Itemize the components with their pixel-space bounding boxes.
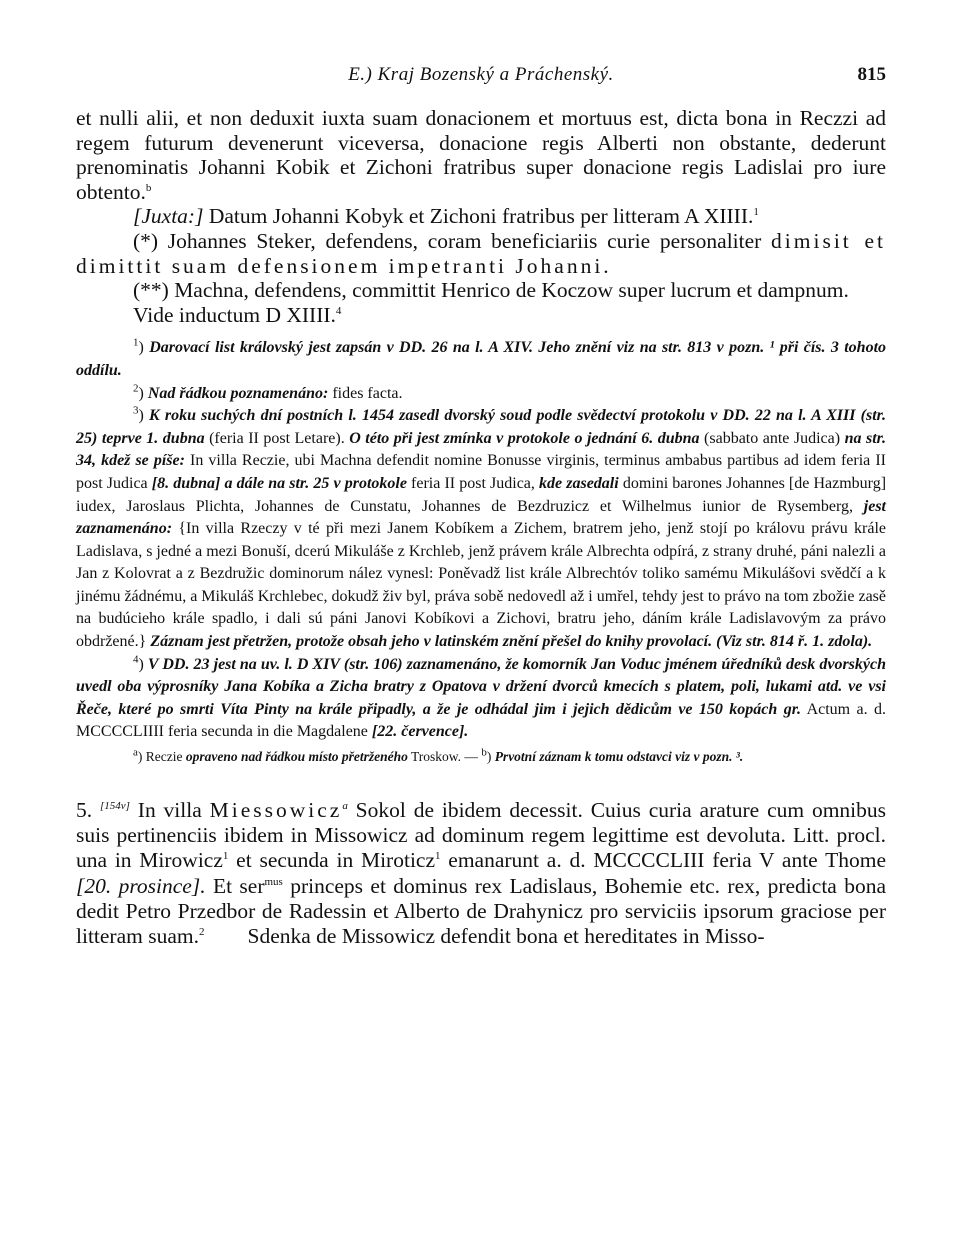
juxta-label: [Juxta:] (133, 204, 204, 229)
section-5-sup-mus: mus (264, 875, 283, 888)
textual-note-b-text: Prvotní záznam k tomu odstavci viz v pozn. ³. (491, 749, 744, 765)
paragraph-3-spaced: dimisit et dimittit suam defensionem impetranti Johanni. (76, 228, 886, 278)
footnote-2-number: 2 (133, 382, 139, 395)
footnote-3-part-g: [8. dubna] a dále na str. 25 v protokole (151, 474, 407, 492)
footnote-ref-4: 4 (335, 304, 342, 317)
footnote-4: $^4$) V DD. 23 jest na uv. l. D XIV (str. 106) zaznamenáno, že komorník Jan Voduc jménem úředníků desk dvorských uvedl oba výprosníky Jana Kobíka a Zicha bratry z Opatova v držení dvorců kmecích s platem, poli, lukami atd. ve vsi Řeče, které po smrti Víta Pinty na krále připadly, a že je odhádal jim i jejich dědicům ve 150 kopách gr. Actum a. d. MCCCCLIIII feria secunda in die Magdalene [22. července]. (76, 653, 887, 741)
main-text (76, 106, 886, 327)
section-5-ref-2: 2 (199, 925, 205, 938)
paragraph-2 (76, 204, 886, 229)
village-name: Miessowicz (209, 798, 343, 823)
footnote-3-part-i: kde zasedali (539, 474, 619, 492)
village-note-ref: a (342, 799, 348, 812)
section-5-part-f: princeps et dominus rex Ladislaus, Bohemie etc. rex, predicta bona dedit Petro Przedbor de Radessin et Alberto de Drahynicz pro serviciis ipsorum graciose per litteram suam. (76, 873, 886, 949)
running-header (76, 58, 886, 92)
textual-note-a-part-a: Reczie (142, 749, 186, 765)
footnotes (76, 337, 886, 744)
paragraph-3-text: (*) Johannes Steker, defendens, coram beneficiariis curie personaliter (133, 228, 772, 253)
footnote-3-part-d: (sabbato ante Judica) (699, 429, 845, 447)
paragraph-2-text: Datum Johanni Kobyk et Zichoni fratribus per litteram A XIIII. (203, 204, 754, 229)
footnote-2: $^2$) Nad řádkou poznamenáno: fides facta. (133, 382, 403, 402)
running-title: E.) Kraj Bozenský a Práchenský. (348, 64, 614, 85)
section-5-part-a: In villa (129, 798, 210, 823)
folio-reference: [154v] (99, 799, 130, 812)
page-number: 815 (857, 64, 886, 85)
footnote-3-part-b: (feria II post Letare). (204, 429, 350, 447)
paragraph-1-text: et nulli alii, et non deduxit iuxta suam donacionem et mortuus est, dicta bona in Reczzi ad regem futurum devenerunt viceversa, donacione regis Alberti non obstante, dederunt prenominatis Johanni Kobik et Zichoni fratribus super donacione regis Ladislai pro iure obtento. (76, 106, 886, 204)
textual-note-a-part-c: Troskow. — (407, 749, 482, 765)
footnote-2-text: fides facta. (328, 384, 403, 402)
section-5-date: [20. prosince]. (76, 873, 206, 898)
footnote-1: $^1$) Darovací list královský jest zapsán v DD. 26 na l. A XIV. Jeho znění viz na str. 813 v pozn. ¹ při čís. 3 tohoto oddílu. (76, 337, 887, 379)
footnote-1-text: Darovací list královský jest zapsán v DD. 26 na l. A XIV. Jeho znění viz na str. 813 v pozn. ¹ při čís. 3 tohoto oddílu. (76, 339, 887, 379)
section-5-ref-1b: 1 (435, 850, 441, 863)
footnote-3-part-c: O této při jest zmínka v protokole o jednání 6. dubna (349, 429, 700, 447)
footnote-3-part-f: In villa Reczie, ubi Machna defendit nomine Bonusse virginis, terminus ambabus partibus ad idem feria II post Judica (76, 452, 886, 492)
footnote-4-part-c: [22. července]. (371, 723, 469, 741)
section-5-part-g: Sdenka de Missowicz defendit bona et hereditates in Misso- (204, 924, 765, 949)
paragraph-5-text: Vide inductum D XIIII. (133, 302, 336, 327)
section-5-part-d: emanarunt a. d. MCCCCLIII feria V ante Thome (440, 848, 886, 873)
textual-note-b-letter: b (481, 746, 487, 759)
footnote-3-part-l: {In villa Rzeczy v té při mezi Janem Kobíkem a Zichem, bratrem jeho, jenž stojí po královu právu krále Ladislava, s jedné a mezi Bonuší, dcerú Mikuláše z Krchleb, jenž právem krále Albrechta odpírá, z strany druhé, páni nalezli a Jan z Kolovrat a z Bezdružic dominorum nález vynesl: Poněvadž list krále Albrechtóv toliko samému Mikulášovi svědčí a k jinému žádnému, a Mikuláš Krchlebec, dokudž živ byl, práva sobě nedovedl až i umřel, tehdy jest to právo na tom zbožie zasě na budúcieho krále spadlo, i dali sú páni Janovi Kobíkovi a Zichovi, bratru jeho, dáním krále Ladislavovým za právo obdržené.} (76, 520, 886, 651)
footnote-1-number: 1 (133, 337, 139, 350)
section-5-number: 5. (76, 798, 93, 823)
footnote-ref-b: b (145, 181, 152, 194)
section-5-part-c: et secunda in Miroticz (228, 848, 436, 873)
textual-note-a-letter: a (133, 746, 138, 759)
paragraph-5 (76, 303, 886, 328)
footnote-3-part-a: K roku suchých dní postních l. 1454 zasedl dvorský soud podle svědectví protokolu v DD. 22 na l. A XIII (str. 25) teprve 1. dubna (76, 407, 886, 447)
section-5-part-e: Et ser (205, 873, 265, 898)
section-5-ref-1a: 1 (222, 850, 229, 863)
footnote-4-number: 4 (133, 653, 139, 666)
textual-note-a-part-b: opraveno nad řádkou místo přetrženého (185, 749, 408, 765)
footnote-4-part-a: V DD. 23 jest na uv. l. D XIV (str. 106) zaznamenáno, že komorník Jan Voduc jménem úředníků desk dvorských uvedl oba výprosníky Jana Kobíka a Zicha bratry z Opatova v držení dvorců kmecích s platem, poli, lukami atd. ve vsi Řeče, které po smrti Víta Pinty na krále připadly, a že je odhádal jim i jejich dědicům ve 150 kopách gr. (76, 655, 886, 718)
section-5 (76, 798, 886, 949)
footnote-3-part-k: jest zaznamenáno: (76, 497, 886, 538)
footnote-3: $^3$) K roku suchých dní postních l. 1454 zasedl dvorský soud podle svědectví protokolu v DD. 22 na l. A XIII (str. 25) teprve 1. dubna (feria II post Letare). O této při jest zmínka v protokole o jednání 6. dubna (sabbato ante Judica) na str. 34, kdež se píše: In villa Reczie, ubi Machna defendit nomine Bonusse virginis, terminus ambabus partibus ad idem feria II post Judica [8. dubna] a dále na str. 25 v protokole feria II post Judica, kde zasedali domini barones Johannes [de Hazmburg] iudex, Jaroslaus Plichta, Johannes de Cunstatu, Johannes de Bezdruzicz et Wilhelmus iunior de Rysemberg, jest zaznamenáno: {In villa Rzeczy v té při mezi Janem Kobíkem a Zichem, bratrem jeho, jenž stojí po královu právu krále Ladislava, s jedné a mezi Bonuší, dcerú Mikuláše z Krchleb, jenž právem krále Albrechta odpírá, z strany druhé, páni nalezli a Jan z Kolovrat a z Bezdružic dominorum nález vynesl: Poněvadž list krále Albrechtóv toliko samému Mikulášovi svědčí a k jinému žádnému, a Mikuláš Krchlebec, dokudž živ byl, práva sobě nedovedl až i umřel, tehdy jest to právo na tom zbožie zasě na budúcieho krále spadlo, i dali sú páni Janovi Kobíkovi a Zichovi, bratru jeho, dáním krále Ladislavovým za právo obdržené.} Záznam jest přetržen, protože obsah jeho v latinském znění přešel do knihy provolací. (Viz str. 814 ř. 1. zdola). (76, 404, 887, 651)
footnote-3-part-h: feria II post Judica, (406, 474, 540, 492)
paragraph-4 (76, 278, 886, 303)
paragraph-1 (76, 106, 886, 204)
footnote-4-part-b: Actum a. d. MCCCCLIIII feria secunda in die Magdalene (76, 700, 887, 741)
footnote-3-number: 3 (133, 404, 139, 417)
textual-note-a-b: $^a$) Reczie opraveno nad řádkou místo přetrženého Troskow. — $^b$) Prvotní záznam k tomu odstavci viz v pozn. ³. (133, 746, 744, 765)
textual-notes (76, 746, 886, 768)
section-5-paragraph (76, 798, 886, 949)
footnote-2-italic: Nad řádkou poznamenáno: (147, 384, 329, 402)
document-page (76, 58, 886, 949)
footnote-3-part-e: na str. 34, kdež se píše: (76, 429, 887, 470)
footnote-3-part-j: domini barones Johannes [de Hazmburg] iudex, Jaroslaus Plichta, Johannes de Cunstatu, Johannes de Bezdruzicz et Wilhelmus iunior de Rysemberg, (76, 474, 887, 515)
footnote-ref-1: 1 (753, 206, 759, 219)
footnote-3-part-m: Záznam jest přetržen, protože obsah jeho v latinském znění přešel do knihy provolací. (Viz str. 814 ř. 1. zdola). (150, 633, 873, 651)
section-5-part-b: Sokol de ibidem decessit. Cuius curia arature cum omnibus suis pertinenciis ibidem in Missowicz ad dominum regem legittime est devoluta. Litt. procl. una in Mirowicz (76, 798, 887, 873)
paragraph-3 (76, 229, 886, 278)
paragraph-4-text: (**) Machna, defendens, committit Henrico de Koczow super lucrum et dampnum. (133, 278, 849, 303)
